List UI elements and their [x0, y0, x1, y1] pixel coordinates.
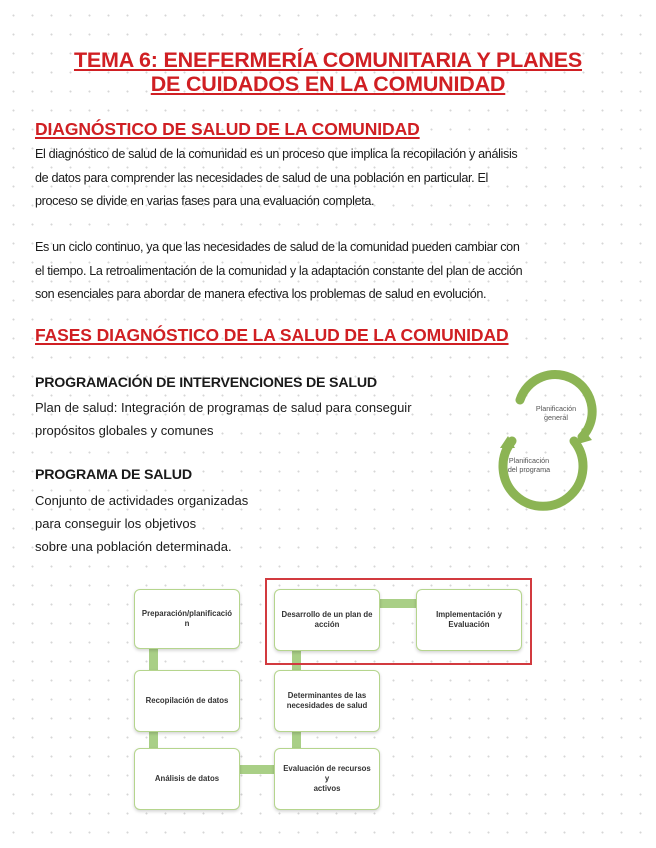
subheading-programa: PROGRAMA DE SALUD [35, 467, 192, 483]
flow-box-text: acción [314, 620, 340, 629]
text-line: Plan de salud: Integración de programas de salud para conseguir [35, 400, 412, 415]
connector [149, 730, 158, 750]
section-heading-fases: FASES DIAGNÓSTICO DE LA SALUD DE LA COMUNIDAD [35, 325, 509, 345]
page-title [0, 48, 656, 96]
paragraph-line: son esenciales para abordar de manera efectiva los problemas de salud en evolución. [35, 287, 487, 301]
flow-box-text: Recopilación de datos [145, 696, 229, 705]
connector [292, 730, 301, 750]
flow-box-text: Determinantes de las [287, 691, 367, 700]
flow-box-text: Desarrollo de un plan de [281, 610, 373, 619]
paragraph-diagnostico [35, 143, 625, 214]
flow-box-preparacion [134, 589, 240, 649]
text-line: Conjunto de actividades organizadas [35, 493, 249, 508]
cycle-label-line: del programa [507, 465, 551, 474]
flow-box-evaluacion-recursos [274, 748, 380, 810]
connector [238, 765, 276, 774]
flow-box-text: Preparación/planificació [141, 609, 233, 618]
cycle-arrowhead [500, 436, 515, 448]
flow-box-determinantes [274, 670, 380, 732]
paragraph-ciclo [35, 236, 625, 307]
cycle-label-line: Planificación [535, 404, 577, 413]
cycle-label-programa [500, 456, 558, 474]
flow-box-text: Implementación y [436, 610, 502, 619]
paragraph-line: el tiempo. La retroalimentación de la comunidad y la adaptación constante del plan de acción [35, 263, 523, 278]
title-line-2: DE CUIDADOS EN LA COMUNIDAD [150, 72, 506, 96]
title-line-1: TEMA 6: ENEFERMERÍA COMUNITARIA Y PLANES [73, 48, 583, 72]
flow-box-text: activos [313, 784, 341, 793]
flow-box-text: n [184, 619, 190, 628]
flow-box-recopilacion [134, 670, 240, 732]
subheading-programacion: PROGRAMACIÓN DE INTERVENCIONES DE SALUD [35, 375, 377, 391]
cycle-arrowhead [578, 428, 592, 444]
flow-box-text: Análisis de datos [154, 774, 220, 783]
highlight-frame [265, 578, 532, 665]
paragraph-line: de datos para comprender las necesidades de salud de una población en particular. El [35, 170, 488, 185]
flow-box-text: Evaluación de recursos y [283, 764, 371, 783]
section-heading-diagnostico: DIAGNÓSTICO DE SALUD DE LA COMUNIDAD [35, 119, 420, 139]
text-line: para conseguir los objetivos [35, 516, 197, 531]
cycle-label-line: Planificación [508, 456, 550, 465]
paragraph-line: proceso se divide en varias fases para una evaluación completa. [35, 194, 375, 208]
flow-box-analisis [134, 748, 240, 810]
flow-box-text: Evaluación [448, 620, 490, 629]
flow-box-text: necesidades de salud [286, 701, 368, 710]
text-line: propósitos globales y comunes [35, 423, 214, 438]
paragraph-line: El diagnóstico de salud de la comunidad es un proceso que implica la recopilación y análisis [35, 147, 518, 161]
cycle-label-line: general [544, 413, 568, 422]
paragraph-line: Es un ciclo continuo, ya que las necesidades de salud de la comunidad pueden cambiar con [35, 240, 520, 254]
cycle-label-general [528, 404, 584, 422]
text-line: sobre una población determinada. [35, 539, 232, 554]
